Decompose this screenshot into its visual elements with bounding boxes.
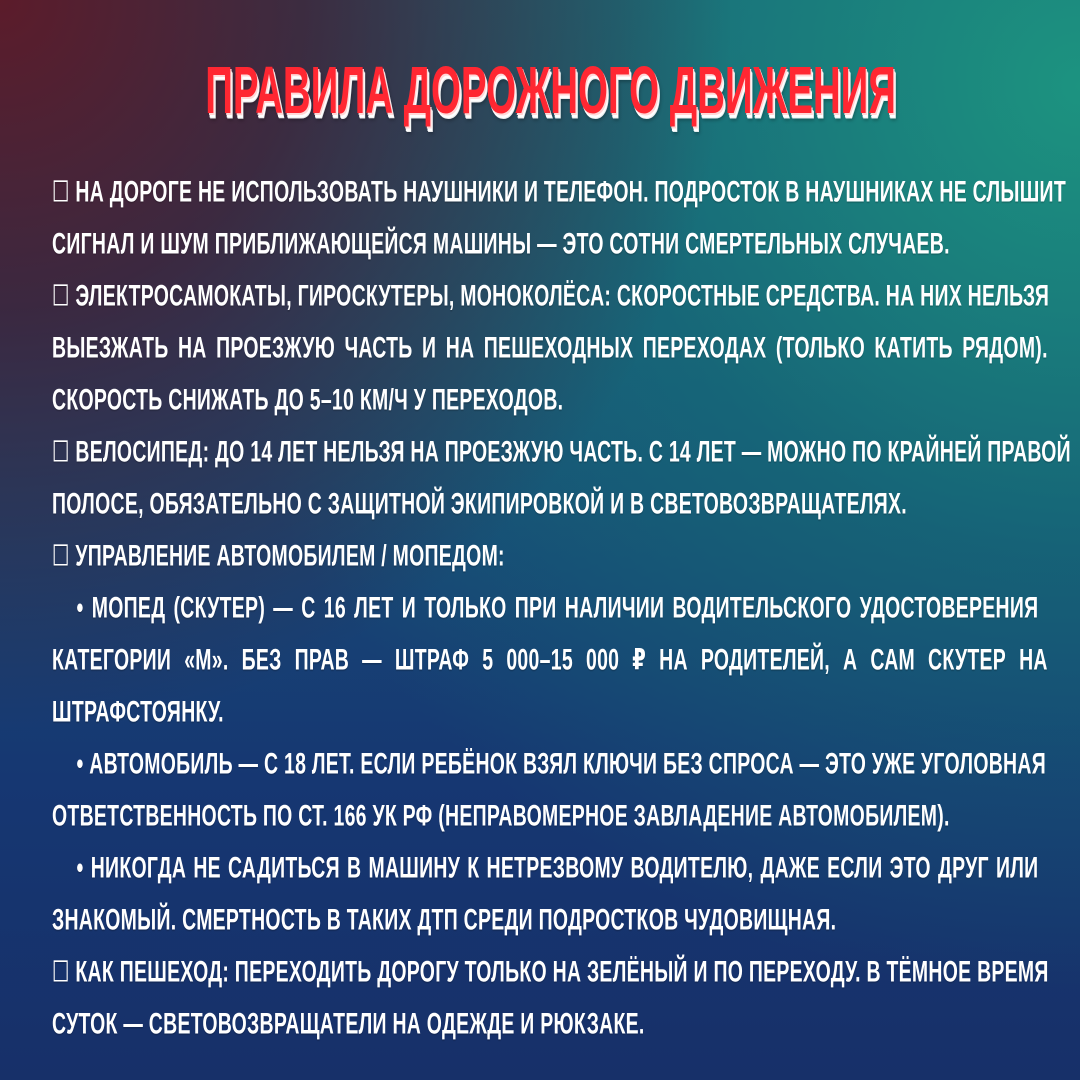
rule-line: • МОПЕД (СКУТЕР) — С 16 ЛЕТ И ТОЛЬКО ПРИ НАЛИЧИИ ВОДИТЕЛЬСКОГО УДОСТОВЕРЕНИЯ	[76, 591, 1039, 625]
rule-line: ☐ ВЕЛОСИПЕД: ДО 14 ЛЕТ НЕЛЬЗЯ НА ПРОЕЗЖУЮ ЧАСТЬ. С 14 ЛЕТ — МОЖНО ПО КРАЙНЕЙ ПРАВОЙ	[52, 435, 1071, 469]
rule-line: ☐ КАК ПЕШЕХОД: ПЕРЕХОДИТЬ ДОРОГУ ТОЛЬКО НА ЗЕЛЁНЫЙ И ПО ПЕРЕХОДУ. В ТЁМНОЕ ВРЕМЯ	[52, 955, 1049, 989]
rule-line: ЗНАКОМЫЙ. СМЕРТНОСТЬ В ТАКИХ ДТП СРЕДИ ПОДРОСТКОВ ЧУДОВИЩНАЯ.	[52, 903, 837, 937]
rule-line: • НИКОГДА НЕ САДИТЬСЯ В МАШИНУ К НЕТРЕЗВОМУ ВОДИТЕЛЮ, ДАЖЕ ЕСЛИ ЭТО ДРУГ ИЛИ	[76, 851, 1039, 885]
rule-line: ОТВЕТСТВЕННОСТЬ ПО СТ. 166 УК РФ (НЕПРАВОМЕРНОЕ ЗАВЛАДЕНИЕ АВТОМОБИЛЕМ).	[52, 799, 950, 833]
rule-line: СУТОК — СВЕТОВОЗВРАЩАТЕЛИ НА ОДЕЖДЕ И РЮКЗАКЕ.	[52, 1007, 645, 1041]
rule-line: ☐ НА ДОРОГЕ НЕ ИСПОЛЬЗОВАТЬ НАУШНИКИ И ТЕЛЕФОН. ПОДРОСТОК В НАУШНИКАХ НЕ СЛЫШИТ	[52, 175, 1066, 209]
rule-line: ☐ ЭЛЕКТРОСАМОКАТЫ, ГИРОСКУТЕРЫ, МОНОКОЛЁСА: СКОРОСТНЫЕ СРЕДСТВА. НА НИХ НЕЛЬЗЯ	[52, 279, 1050, 313]
rule-line: • АВТОМОБИЛЬ — С 18 ЛЕТ. ЕСЛИ РЕБЁНОК ВЗЯЛ КЛЮЧИ БЕЗ СПРОСА — ЭТО УЖЕ УГОЛОВНАЯ	[76, 747, 1046, 781]
rule-line: ☐ УПРАВЛЕНИЕ АВТОМОБИЛЕМ / МОПЕДОМ:	[52, 539, 505, 573]
rule-line: СКОРОСТЬ СНИЖАТЬ ДО 5–10 КМ/Ч У ПЕРЕХОДОВ.	[52, 383, 564, 417]
rule-line: ПОЛОСЕ, ОБЯЗАТЕЛЬНО С ЗАЩИТНОЙ ЭКИПИРОВКОЙ И В СВЕТОВОЗВРАЩАТЕЛЯХ.	[52, 487, 907, 521]
rules-text	[52, 166, 1071, 1050]
rule-line: ВЫЕЗЖАТЬ НА ПРОЕЗЖУЮ ЧАСТЬ И НА ПЕШЕХОДНЫХ ПЕРЕХОДАХ (ТОЛЬКО КАТИТЬ РЯДОМ).	[52, 331, 1048, 365]
rule-line: КАТЕГОРИИ «М». БЕЗ ПРАВ — ШТРАФ 5 000–15 000 ₽ НА РОДИТЕЛЕЙ, А САМ СКУТЕР НА	[52, 643, 1048, 677]
page-title: ПРАВИЛА ДОРОЖНОГО ДВИЖЕНИЯ	[205, 53, 896, 129]
rule-line: СИГНАЛ И ШУМ ПРИБЛИЖАЮЩЕЙСЯ МАШИНЫ — ЭТО СОТНИ СМЕРТЕЛЬНЫХ СЛУЧАЕВ.	[52, 227, 950, 261]
rule-line: ШТРАФСТОЯНКУ.	[52, 695, 224, 729]
